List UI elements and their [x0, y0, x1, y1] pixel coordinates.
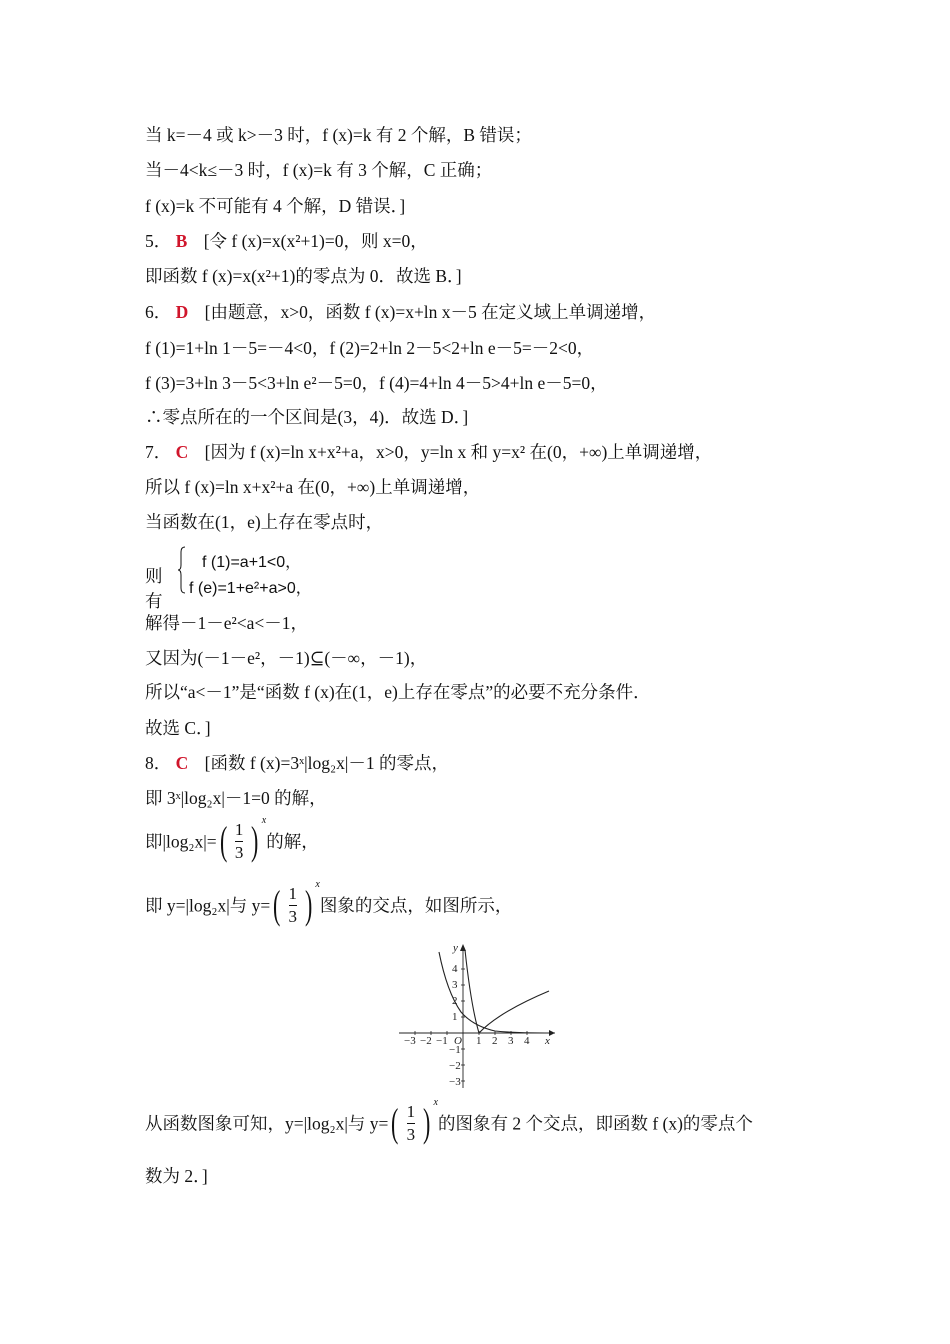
y-tick-label: 3	[452, 979, 458, 991]
question-8-number: 8．	[145, 753, 172, 773]
right-paren: )	[305, 882, 313, 928]
equation-left: 即|log₂x|=	[145, 831, 217, 852]
question-6-number: 6．	[145, 302, 172, 322]
question-6-answer: D	[175, 302, 189, 322]
fraction-denominator: 3	[406, 1124, 416, 1144]
x-tick-label: −3	[404, 1035, 416, 1047]
text-line-2: 当－4<k≤－3 时，f (x)=k 有 3 个解，C 正确；	[145, 160, 493, 180]
intersection-left: 即 y=|log₂x|与 y=	[145, 895, 271, 916]
x-tick-label: −1	[436, 1035, 448, 1047]
question-5-text: [令 f (x)=x(x²+1)=0，则 x=0，	[203, 231, 428, 251]
question-7-text: [因为 f (x)=ln x+x²+a，x>0，y=ln x 和 y=x² 在(0，+∞)上单调递增，	[204, 442, 713, 462]
fraction-numerator: 1	[288, 884, 298, 903]
y-tick-label: 4	[452, 963, 458, 975]
y-tick-label: −1	[449, 1044, 461, 1056]
log-abs-curve	[465, 950, 549, 1033]
fraction-one-third	[284, 884, 303, 926]
question-7-line-7: 所以“a<－1”是“函数 f (x)在(1，e)上存在零点”的必要不充分条件．	[145, 682, 651, 702]
question-8-line-4	[145, 879, 513, 928]
right-paren: )	[423, 1100, 431, 1146]
y-axis-label: y	[453, 942, 458, 954]
fraction-exponent: x	[261, 815, 267, 827]
question-7-line-2: 所以 f (x)=ln x+x²+a 在(0，+∞)上单调递增，	[145, 477, 481, 497]
left-brace-icon	[178, 546, 186, 594]
y-tick-label: −3	[449, 1076, 461, 1088]
question-7-number: 7．	[145, 442, 172, 462]
left-paren: (	[273, 882, 281, 928]
y-tick-label: 1	[452, 1011, 458, 1023]
equation-right: 的解，	[266, 831, 319, 852]
function-graph	[395, 940, 560, 1090]
conclusion-right: 的图象有 2 个交点，即函数 f (x)的零点个	[437, 1113, 753, 1134]
left-paren: (	[391, 1100, 399, 1146]
x-tick-label: −2	[420, 1035, 432, 1047]
question-6-line-2: f (1)=1+ln 1－5=－4<0，f (2)=2+ln 2－5<2+ln e－5=－2<0，	[145, 338, 595, 358]
question-6-line	[145, 304, 656, 322]
x-tick-label: 2	[492, 1035, 498, 1047]
question-7-line-5: 解得－1－e²<a<－1，	[145, 613, 309, 633]
question-5-line-2: 即函数 f (x)=x(x²+1)的零点为 0．故选 B．]	[145, 266, 462, 286]
system-row-2: f (e)=1+e²+a>0，	[189, 580, 312, 597]
question-6-line-3: f (3)=3+ln 3－5<3+ln e²－5=0，f (4)=4+ln 4－5>4+ln e－5=0，	[145, 373, 608, 393]
question-8-line	[145, 755, 449, 773]
x-axis-label: x	[545, 1035, 550, 1047]
x-tick-label: 1	[476, 1035, 482, 1047]
question-7-line-8: 故选 C．]	[145, 718, 211, 738]
fraction-one-third	[230, 820, 249, 862]
intersection-right: 图象的交点，如图所示，	[319, 895, 513, 916]
question-7-line-3: 当函数在(1，e)上存在零点时，	[145, 512, 384, 532]
origin-label: O	[454, 1035, 462, 1047]
left-paren: (	[219, 818, 227, 864]
system-lead-text: 则有	[145, 566, 163, 611]
y-axis-arrow-icon	[460, 944, 466, 951]
question-8-line-2: 即 3ˣ|log₂x|－1=0 的解，	[145, 788, 327, 808]
question-7-line-6: 又因为(－1－e²，－1)⊆(－∞，－1)，	[145, 648, 428, 668]
y-tick-label: −2	[449, 1060, 461, 1072]
fraction-denominator: 3	[288, 906, 298, 926]
fraction-numerator: 1	[234, 820, 244, 839]
fraction-denominator: 3	[234, 842, 244, 862]
fraction-exponent: x	[433, 1097, 438, 1109]
fraction-numerator: 1	[406, 1102, 416, 1121]
system-row-1: f (1)=a+1<0，	[202, 554, 302, 571]
x-tick-label: 3	[508, 1035, 514, 1047]
question-8-line-6: 数为 2．]	[145, 1166, 208, 1186]
y-tick-label: 2	[452, 995, 458, 1007]
x-tick-label: 4	[524, 1035, 530, 1047]
question-8-line-5	[145, 1097, 753, 1146]
question-5-number: 5．	[145, 231, 172, 251]
fraction-exponent: x	[315, 879, 320, 891]
question-5-answer: B	[175, 231, 188, 251]
question-6-text: [由题意，x>0，函数 f (x)=x+ln x－5 在定义域上单调递增，	[204, 302, 657, 322]
conclusion-left: 从函数图象可知，y=|log₂x|与 y=	[145, 1113, 389, 1134]
x-axis-arrow-icon	[549, 1030, 555, 1036]
right-paren: )	[251, 818, 259, 864]
question-8-text: [函数 f (x)=3ˣ|log₂x|－1 的零点，	[204, 753, 449, 773]
text-line-1: 当 k=－4 或 k>－3 时，f (x)=k 有 2 个解，B 错误；	[145, 125, 532, 145]
question-8-line-3	[145, 815, 319, 864]
question-7-line	[145, 444, 712, 462]
question-8-answer: C	[175, 753, 189, 773]
question-7-answer: C	[175, 442, 189, 462]
question-6-line-4: ∴零点所在的一个区间是(3，4)．故选 D．]	[145, 407, 469, 427]
fraction-one-third	[402, 1102, 421, 1144]
question-5-line	[145, 233, 428, 251]
text-line-3: f (x)=k 不可能有 4 个解，D 错误．]	[145, 196, 406, 216]
